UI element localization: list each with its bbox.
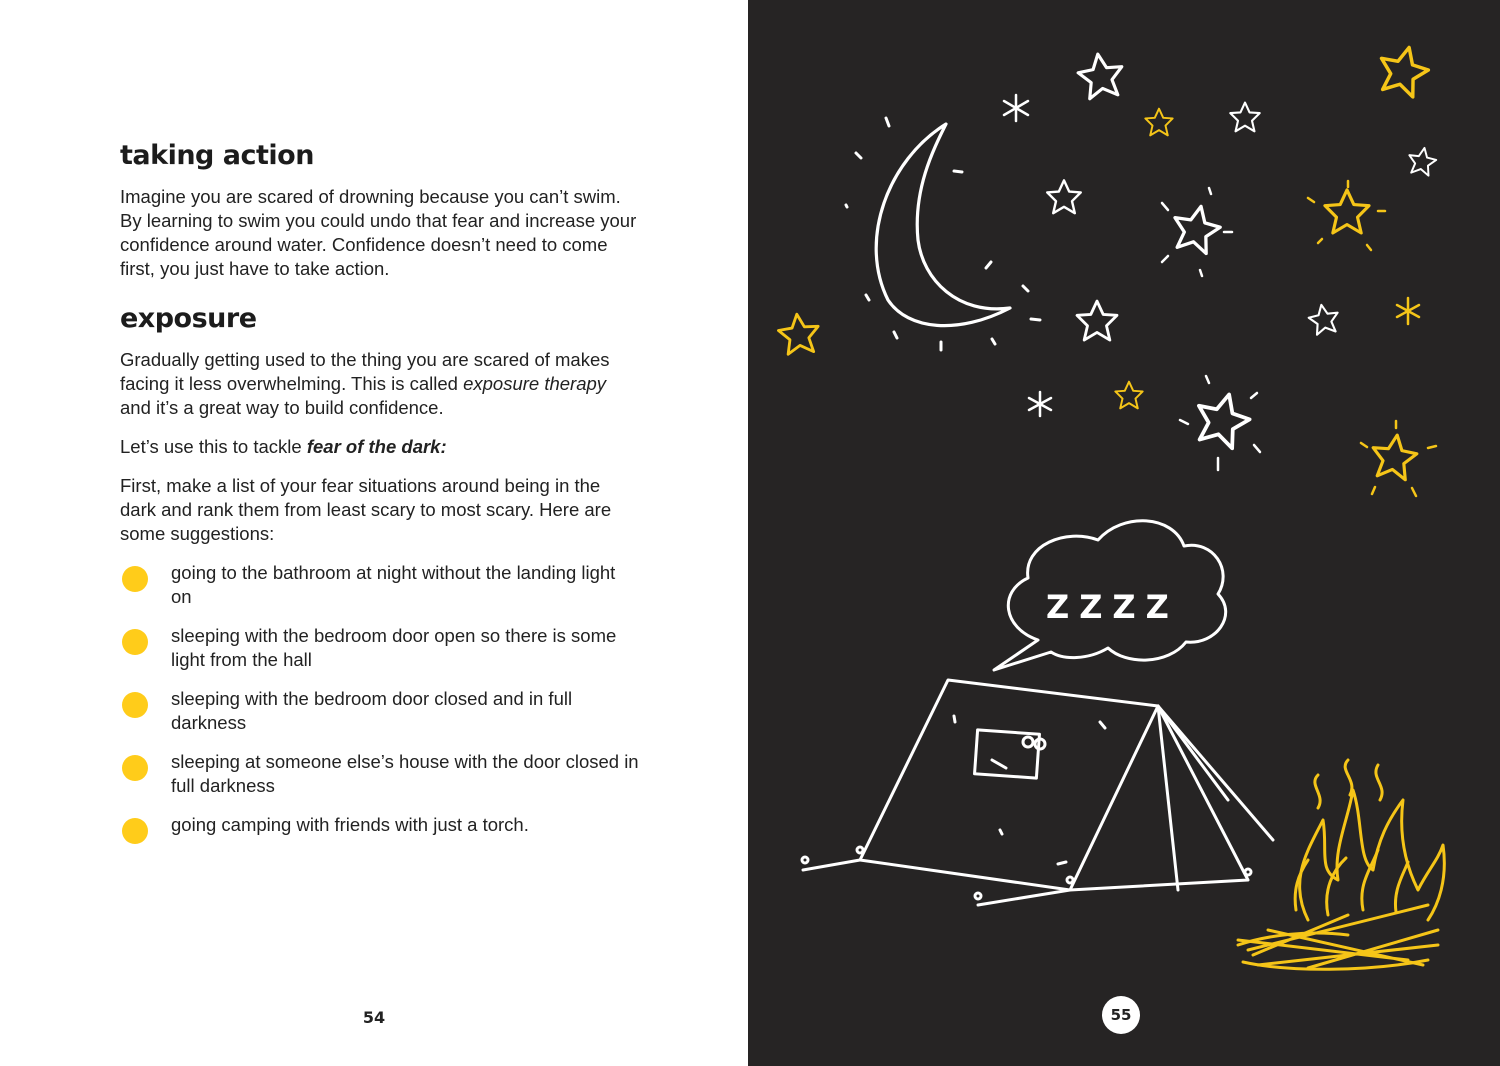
star-icon [1374,42,1432,99]
campfire-icon [1238,760,1444,969]
star-icon [777,312,821,355]
star-icon [1406,146,1438,177]
yellow-dot-icon [122,692,148,718]
yellow-dot-icon [122,755,148,781]
star-icon [1369,432,1419,481]
page-number-right: 55 [1102,996,1140,1034]
star-icon [1307,302,1341,335]
moon-icon [846,118,1040,350]
paragraph-list-intro: First, make a list of your fear situations around being in the dark and rank them from least scary to most scary. Here are some suggestions: [120,475,612,544]
star-icon [1190,388,1254,451]
star-icon [1047,180,1081,213]
star-icon [1076,51,1126,100]
heading-taking-action: taking action [120,140,314,171]
page-number-left: 54 [362,1008,386,1027]
suggestion-list [120,561,640,837]
exposure-therapy-emphasis: exposure therapy [463,373,607,394]
star-icon [1169,202,1224,256]
white-stars [1047,51,1438,451]
list-item-text: sleeping at someone else’s house with the door closed in full darkness [171,751,639,796]
tackle-prefix: Let’s use this to tackle [120,436,307,457]
zzz-text: ZZZZ [1046,588,1179,626]
paragraph-exposure [120,348,640,420]
list-item [120,687,640,735]
star-icon [1077,301,1117,340]
list-item-text: going camping with friends with just a torch. [171,814,529,835]
star-icon [1325,190,1369,233]
list-item [120,561,640,609]
list-item [120,813,640,837]
asterisk-star-icon [1004,95,1051,416]
star-icon [1115,382,1142,409]
list-item-text: sleeping with the bedroom door closed and in full darkness [171,688,573,733]
fear-of-dark-emphasis: fear of the dark: [306,436,447,457]
list-item-text: sleeping with the bedroom door open so there is some light from the hall [171,625,617,670]
list-item [120,624,640,672]
yellow-dot-icon [122,818,148,844]
heading-exposure: exposure [120,303,257,334]
list-item-text: going to the bathroom at night without the landing light on [171,562,616,607]
yellow-dot-icon [122,629,148,655]
right-page-illustration [748,0,1500,1066]
night-camping-illustration [748,0,1500,1066]
yellow-dot-icon [122,566,148,592]
star-icon [1230,103,1259,132]
star-icon [1145,109,1172,136]
white-star-rays [1162,188,1260,470]
paragraph-taking-action: Imagine you are scared of drowning because you can’t swim. By learning to swim you could undo that fear and increase your confidence around water. Confidence doesn’t need to come first, you just have to take action. [120,186,637,279]
tent-icon [802,680,1273,905]
left-page [0,0,748,1066]
yellow-star-rays [1308,181,1436,496]
exposure-text-end: and it’s a great way to build confidence. [120,397,444,418]
speech-bubble [994,521,1226,670]
paragraph-tackle [120,435,640,459]
exposure-text-start: Gradually getting used to the thing you are scared of makes facing it less overwhelming. This is called [120,349,610,394]
list-item [120,750,640,798]
page-content [120,140,640,852]
